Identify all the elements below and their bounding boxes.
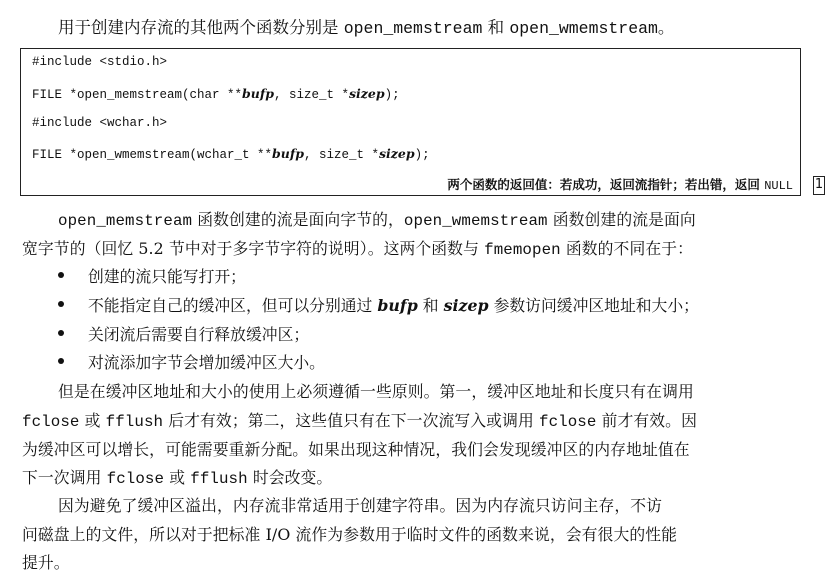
bullet-item-2: 不能指定自己的缓冲区，但可以分别通过 bufp 和 sizep 参数访问缓冲区地址和大小； — [88, 296, 699, 315]
open-wmemstream-prototype: FILE *open_wmemstream(wchar_t **bufp, size_t *sizep); — [32, 146, 430, 162]
paragraph-2-line-3: 为缓冲区可以增长，可能需要重新分配。如果出现这种情况，我们会发现缓冲区的内存地址值在 — [22, 440, 690, 459]
paragraph-2-line-2: fclose 或 fflush 后才有效；第二，这些值只有在下一次流写入或调用 fclose 前才有效。因 — [22, 411, 697, 431]
paragraph-1-line-2: 宽字节的（回忆 5.2 节中对于多字节字符的说明）。这两个函数与 fmemopen 函数的不同在于： — [22, 239, 694, 259]
margin-marker: 1 — [813, 176, 825, 195]
bullet-item-4: 对流添加字节会增加缓冲区大小。 — [88, 353, 325, 372]
bullet-item-1: 创建的流只能写打开； — [88, 267, 246, 286]
bullet-item-3: 关闭流后需要自行释放缓冲区； — [88, 325, 310, 344]
open-memstream-prototype: FILE *open_memstream(char **bufp, size_t *sizep); — [32, 86, 400, 102]
bullet-dot — [58, 301, 64, 307]
paragraph-3-line-3: 提升。 — [22, 553, 70, 572]
include-stdio-line: #include <stdio.h> — [32, 55, 168, 69]
paragraph-3-line-2: 问磁盘上的文件，所以对于把标准 I/O 流作为参数用于临时文件的函数来说，会有很大的性能 — [22, 525, 678, 544]
bullet-dot — [58, 358, 64, 364]
bullet-dot — [58, 272, 64, 278]
null-keyword: NULL — [764, 179, 793, 193]
return-value-description: 两个函数的返回值：若成功，返回流指针；若出错，返回 NULL — [447, 177, 793, 193]
intro-sentence — [58, 14, 674, 38]
param-sizep: sizep — [379, 146, 415, 161]
param-bufp: bufp — [272, 146, 304, 161]
bullet-dot — [58, 330, 64, 336]
paragraph-1-line-1: open_memstream 函数创建的流是面向字节的，open_wmemstream 函数创建的流是面向 — [58, 210, 696, 230]
param-sizep: sizep — [349, 86, 385, 101]
intro-text-3: 。 — [657, 18, 675, 37]
paragraph-2-line-1: 但是在缓冲区地址和大小的使用上必须遵循一些原则。第一，缓冲区地址和长度只有在调用 — [58, 382, 694, 401]
paragraph-2-line-4: 下一次调用 fclose 或 fflush 时会改变。 — [22, 468, 333, 488]
function-name-open-memstream: open_memstream — [343, 19, 483, 38]
function-name-open-wmemstream: open_wmemstream — [509, 19, 658, 38]
intro-text-2: 和 — [482, 18, 510, 37]
paragraph-3-line-1: 因为避免了缓冲区溢出，内存流非常适用于创建字符串。因为内存流只访问主存，不访 — [58, 496, 663, 515]
intro-text-1: 用于创建内存流的其他两个函数分别是 — [58, 18, 344, 37]
include-wchar-line: #include <wchar.h> — [32, 116, 168, 130]
function-prototype-box — [20, 48, 801, 196]
param-bufp: bufp — [242, 86, 274, 101]
